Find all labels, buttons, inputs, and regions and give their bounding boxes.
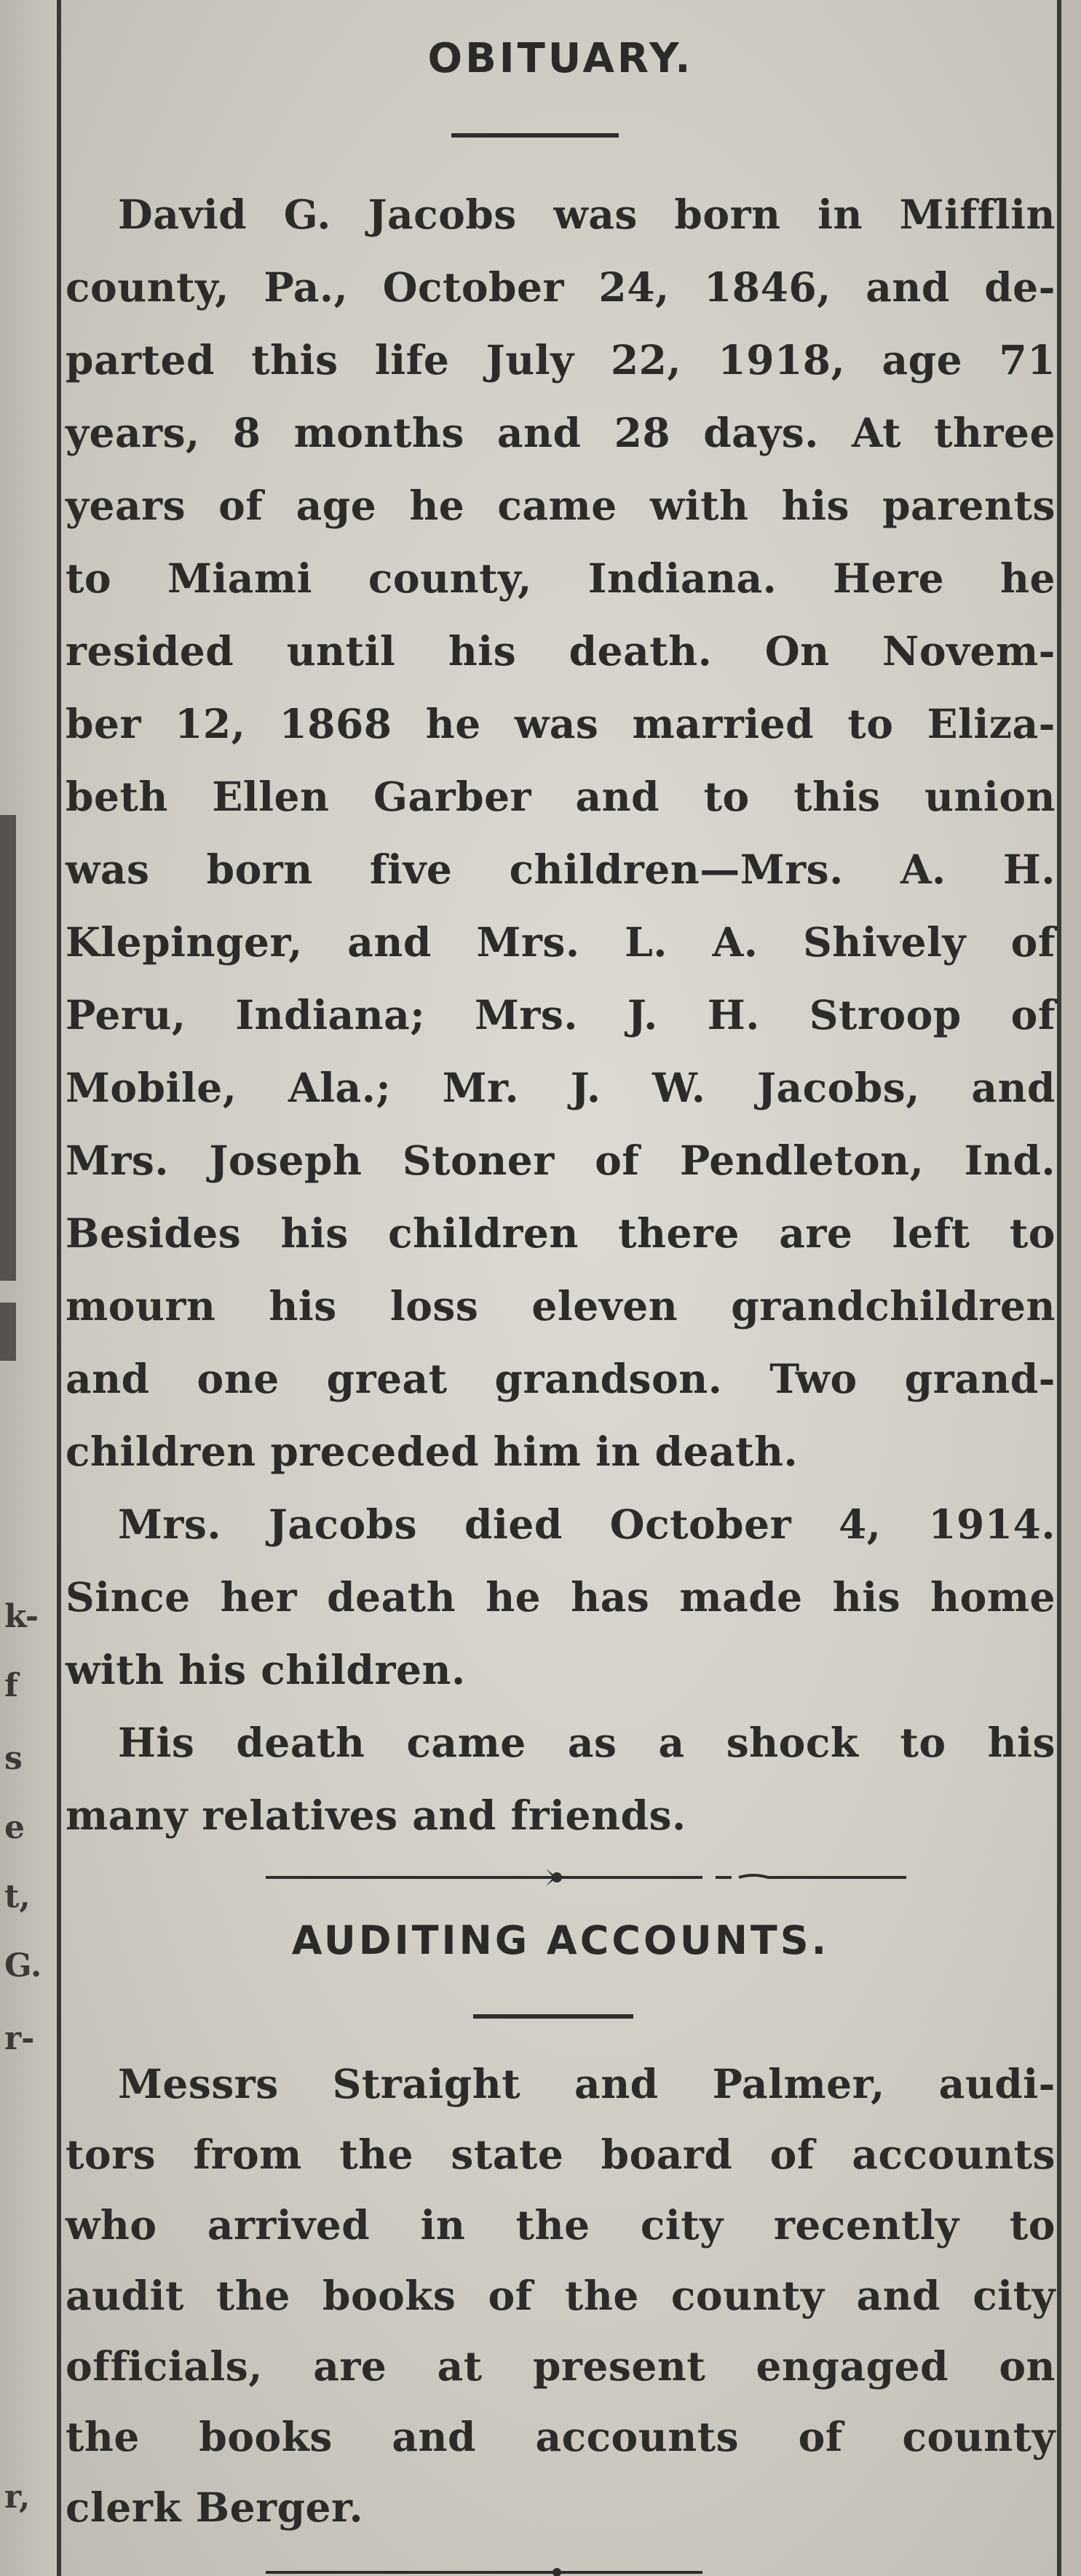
- adjacent-column-fragment: e: [4, 1809, 25, 1846]
- text-line: beth Ellen Garber and to this union: [66, 773, 1056, 820]
- adjacent-column-fragment: r,: [4, 2478, 31, 2516]
- obituary-heading: OBITUARY.: [427, 35, 694, 82]
- text-line: the books and accounts of county: [66, 2413, 1056, 2460]
- text-line: to Miami county, Indiana. Here he: [66, 554, 1056, 602]
- obituary-paragraph: [66, 178, 1056, 1488]
- page-margin-right: [1061, 0, 1081, 2576]
- text-line: and one great grandson. Two grand-: [66, 1355, 1056, 1402]
- text-line: who arrived in the city recently to: [66, 2201, 1056, 2249]
- text-line: tors from the state board of accounts: [66, 2131, 1056, 2178]
- adjacent-column-dark-mark: [0, 815, 16, 1281]
- text-line: years, 8 months and 28 days. At three: [66, 409, 1056, 456]
- text-line: many relatives and friends.: [66, 1792, 686, 1839]
- adjacent-column-fragment: f: [4, 1667, 18, 1704]
- auditing-paragraph: [66, 2048, 1056, 2543]
- text-line: His death came as a shock to his: [118, 1719, 1056, 1766]
- text-line: officials, are at present engaged on: [66, 2342, 1056, 2390]
- text-line: Since her death he has made his home: [66, 1573, 1056, 1621]
- divider-swash: [739, 1875, 906, 1877]
- text-line: mourn his loss eleven grandchildren: [66, 1282, 1056, 1329]
- text-line: Besides his children there are left to: [66, 1209, 1056, 1257]
- obituary-paragraph: [66, 1488, 1056, 1706]
- adjacent-column-fragment: s: [4, 1740, 23, 1777]
- text-line: was born five children—Mrs. A. H.: [66, 846, 1056, 893]
- text-line: Klepinger, and Mrs. L. A. Shively of: [66, 918, 1056, 966]
- text-line: children preceded him in death.: [66, 1428, 799, 1475]
- ornamental-divider: [266, 1863, 906, 1892]
- text-line: years of age he came with his parents: [66, 482, 1056, 529]
- text-line: county, Pa., October 24, 1846, and de-: [66, 263, 1056, 311]
- heading-underline: [473, 2014, 633, 2019]
- ornamental-divider-partial: [266, 2558, 702, 2576]
- text-line: parted this life July 22, 1918, age 71: [66, 336, 1056, 383]
- text-line: audit the books of the county and city: [66, 2272, 1056, 2319]
- text-line: Mrs. Joseph Stoner of Pendleton, Ind.: [66, 1137, 1056, 1184]
- adjacent-column-dark-mark: [0, 1303, 16, 1361]
- text-line: Mobile, Ala.; Mr. J. W. Jacobs, and: [66, 1064, 1056, 1111]
- text-line: Mrs. Jacobs died October 4, 1914.: [118, 1500, 1056, 1548]
- text-line: with his children.: [66, 1646, 466, 1693]
- divider-dot: [553, 2568, 561, 2576]
- text-line: Messrs Straight and Palmer, audi-: [118, 2060, 1056, 2107]
- adjacent-column-fragment: t,: [4, 1878, 31, 1915]
- text-line: clerk Berger.: [66, 2484, 364, 2531]
- text-line: David G. Jacobs was born in Mifflin: [118, 191, 1056, 238]
- adjacent-column-fragment: r-: [4, 2020, 35, 2057]
- adjacent-column-fragment: G.: [4, 1947, 42, 1984]
- obituary-paragraph: [66, 1706, 1056, 1852]
- text-line: ber 12, 1868 he was married to Eliza-: [66, 700, 1056, 747]
- text-line: Peru, Indiana; Mrs. J. H. Stroop of: [66, 991, 1056, 1038]
- column-rule-left: [57, 0, 61, 2576]
- auditing-heading: AUDITING ACCOUNTS.: [291, 1917, 830, 1963]
- heading-underline: [451, 133, 619, 138]
- divider-dot: [552, 1872, 562, 1883]
- text-line: resided until his death. On Novem-: [66, 627, 1056, 675]
- adjacent-column: [0, 0, 58, 2576]
- adjacent-column-fragment: k-: [4, 1598, 39, 1635]
